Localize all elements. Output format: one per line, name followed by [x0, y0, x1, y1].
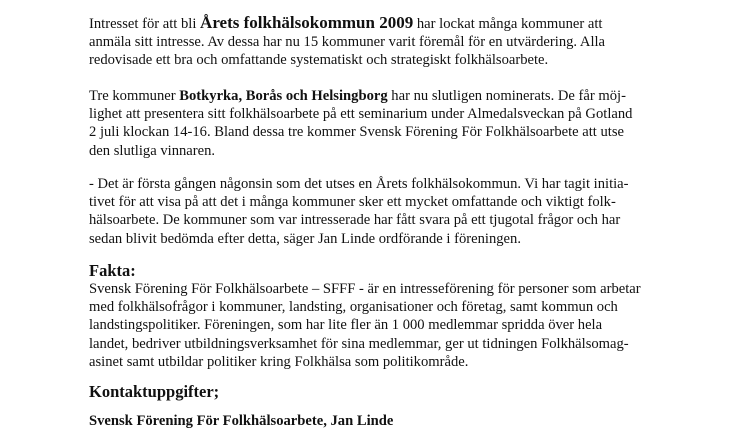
intro-line-3: redovisade ett bra och omfattande systematiskt och strategiskt folkhälsoarbete. — [89, 52, 549, 69]
fakta-heading: Fakta: — [89, 261, 136, 280]
nominees-line-3: 2 juli klockan 14-16. Bland dessa tre kommer Svensk Förening För Folkhälsoarbete att utse — [89, 124, 625, 141]
fakta-line-3: landstingspolitiker. Föreningen, som har lite fler än 1 000 medlemmar spridda över hela — [89, 317, 603, 334]
nominated-municipalities: Botkyrka, Borås och Helsingborg — [179, 88, 388, 104]
quote-line-2: tivet för att visa på att det i många kommuner sker ett mycket omfattande och viktigt folk- — [89, 194, 616, 211]
intro-line-1 — [89, 14, 669, 33]
quote-line-1: - Det är första gången någonsin som det utses en Årets folkhälsokommun. Vi har tagit initia- — [89, 176, 629, 192]
nominees-line-1 — [89, 87, 669, 105]
intro-text-end: har lockat många kommuner att — [413, 16, 603, 32]
contact-heading: Kontaktuppgifter; — [89, 382, 220, 401]
nominees-text-start: Tre kommuner — [89, 88, 180, 104]
intro-line-2: anmäla sitt intresse. Av dessa har nu 15 kommuner varit föremål för en utvärdering. Alla — [89, 34, 606, 51]
fakta-line-4: landet, bedriver utbildningsverksamhet för sina medlemmar, ger ut tidningen Folkhälsomag- — [89, 335, 629, 352]
fakta-line-5: asinet samt utbildar politiker kring Folkhälsa som politikområde. — [89, 353, 469, 370]
nominees-line-4: den slutliga vinnaren. — [89, 142, 216, 159]
quote-line-3: hälsoarbete. De kommuner som var intresserade har fått svara på ett tjugotal frågor och har — [89, 212, 621, 229]
nominees-line-2: lighet att presentera sitt folkhälsoarbete på ett seminarium under Almedalsveckan på Gotland — [89, 106, 633, 123]
intro-text-start: Intresset för att bli — [89, 16, 201, 32]
fakta-paragraph — [89, 280, 669, 371]
quote-line-4: sedan blivit bedömda efter detta, säger Jan Linde ordförande i föreningen. — [89, 230, 521, 247]
fakta-line-1: Svensk Förening För Folkhälsoarbete – SFFF - är en intresseförening för personer som arbetar — [89, 281, 641, 297]
fakta-line-2: med folkhälsofrågor i kommuner, landsting, organisationer och företag, samt kommun och — [89, 299, 618, 316]
contact-line-partial: Svensk Förening För Folkhälsoarbete, Jan Linde — [89, 413, 394, 429]
nominees-text-end: har nu slutligen nominerats. De får möj- — [387, 88, 626, 104]
award-title: Årets folkhälsokommun 2009 — [200, 13, 414, 32]
intro-paragraph — [89, 14, 669, 70]
quote-paragraph — [89, 175, 669, 248]
nominees-paragraph — [89, 87, 669, 160]
